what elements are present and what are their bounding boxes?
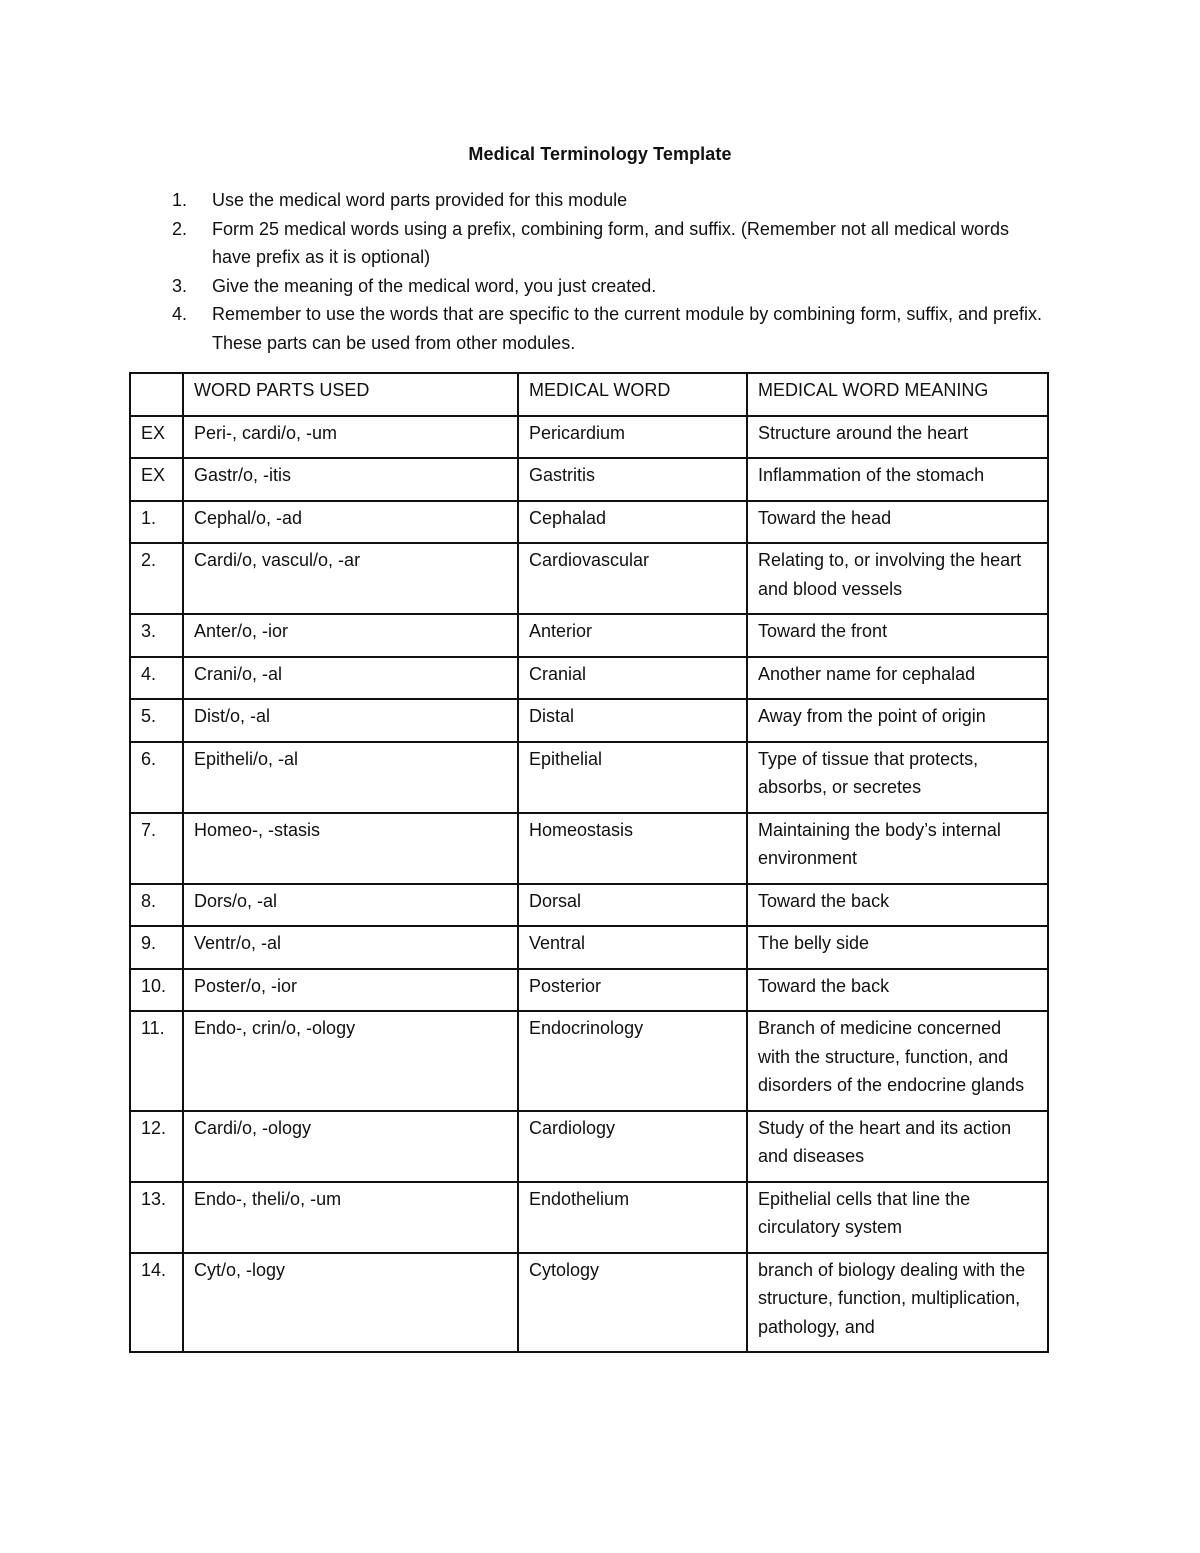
instruction-text: Give the meaning of the medical word, you just created. xyxy=(212,275,657,296)
cell-medical-word: Dorsal xyxy=(518,884,747,927)
cell-meaning: Toward the front xyxy=(747,614,1048,657)
header-word-parts: WORD PARTS USED xyxy=(183,373,518,416)
cell-word-parts: Cardi/o, vascul/o, -ar xyxy=(183,543,518,614)
cell-number: EX xyxy=(130,416,183,459)
cell-meaning: Away from the point of origin xyxy=(747,699,1048,742)
table-row xyxy=(130,1011,1048,1111)
cell-medical-word: Endothelium xyxy=(518,1182,747,1253)
cell-medical-word: Distal xyxy=(518,699,747,742)
instruction-item xyxy=(172,300,1052,357)
instruction-item xyxy=(172,215,1052,272)
cell-medical-word: Cranial xyxy=(518,657,747,700)
cell-medical-word: Gastritis xyxy=(518,458,747,501)
cell-medical-word: Posterior xyxy=(518,969,747,1012)
cell-word-parts: Cardi/o, -ology xyxy=(183,1111,518,1182)
cell-meaning: branch of biology dealing with the structure, function, multiplication, pathology, and xyxy=(747,1253,1048,1353)
table-row xyxy=(130,1111,1048,1182)
cell-word-parts: Crani/o, -al xyxy=(183,657,518,700)
instructions-list xyxy=(172,186,1052,357)
table-row xyxy=(130,742,1048,813)
instruction-number: 3. xyxy=(172,275,188,296)
cell-meaning: Toward the back xyxy=(747,884,1048,927)
cell-meaning: Relating to, or involving the heart and blood vessels xyxy=(747,543,1048,614)
cell-word-parts: Endo-, crin/o, -ology xyxy=(183,1011,518,1111)
cell-meaning: Branch of medicine concerned with the structure, function, and disorders of the endocrine glands xyxy=(747,1011,1048,1111)
cell-medical-word: Ventral xyxy=(518,926,747,969)
cell-medical-word: Epithelial xyxy=(518,742,747,813)
cell-word-parts: Cyt/o, -logy xyxy=(183,1253,518,1353)
cell-medical-word: Homeostasis xyxy=(518,813,747,884)
cell-word-parts: Homeo-, -stasis xyxy=(183,813,518,884)
cell-medical-word: Pericardium xyxy=(518,416,747,459)
cell-meaning: The belly side xyxy=(747,926,1048,969)
cell-word-parts: Cephal/o, -ad xyxy=(183,501,518,544)
cell-word-parts: Dors/o, -al xyxy=(183,884,518,927)
cell-medical-word: Cytology xyxy=(518,1253,747,1353)
cell-meaning: Inflammation of the stomach xyxy=(747,458,1048,501)
cell-number: 2. xyxy=(130,543,183,614)
instruction-item xyxy=(172,186,1052,215)
cell-word-parts: Epitheli/o, -al xyxy=(183,742,518,813)
table-header-row xyxy=(130,373,1048,416)
instruction-text: Form 25 medical words using a prefix, combining form, and suffix. (Remember not all medical words have prefix as it is optional) xyxy=(212,218,1009,267)
cell-medical-word: Cardiovascular xyxy=(518,543,747,614)
cell-meaning: Toward the head xyxy=(747,501,1048,544)
cell-number: 13. xyxy=(130,1182,183,1253)
table-row xyxy=(130,884,1048,927)
cell-number: 14. xyxy=(130,1253,183,1353)
cell-number: 9. xyxy=(130,926,183,969)
cell-meaning: Type of tissue that protects, absorbs, or secretes xyxy=(747,742,1048,813)
table-row xyxy=(130,1182,1048,1253)
instruction-number: 2. xyxy=(172,218,188,239)
cell-word-parts: Peri-, cardi/o, -um xyxy=(183,416,518,459)
cell-medical-word: Anterior xyxy=(518,614,747,657)
cell-word-parts: Dist/o, -al xyxy=(183,699,518,742)
table-row xyxy=(130,416,1048,459)
cell-number: 6. xyxy=(130,742,183,813)
cell-word-parts: Anter/o, -ior xyxy=(183,614,518,657)
cell-medical-word: Endocrinology xyxy=(518,1011,747,1111)
cell-medical-word: Cephalad xyxy=(518,501,747,544)
terminology-table xyxy=(129,372,1049,1353)
table-row xyxy=(130,458,1048,501)
table-row xyxy=(130,657,1048,700)
cell-meaning: Toward the back xyxy=(747,969,1048,1012)
table-row xyxy=(130,813,1048,884)
cell-meaning: Maintaining the body’s internal environment xyxy=(747,813,1048,884)
page-title: Medical Terminology Template xyxy=(468,144,732,164)
table-row xyxy=(130,926,1048,969)
cell-meaning: Epithelial cells that line the circulatory system xyxy=(747,1182,1048,1253)
cell-meaning: Another name for cephalad xyxy=(747,657,1048,700)
cell-word-parts: Ventr/o, -al xyxy=(183,926,518,969)
cell-number: 4. xyxy=(130,657,183,700)
cell-word-parts: Endo-, theli/o, -um xyxy=(183,1182,518,1253)
cell-word-parts: Poster/o, -ior xyxy=(183,969,518,1012)
cell-number: 1. xyxy=(130,501,183,544)
header-number xyxy=(130,373,183,416)
table-row xyxy=(130,969,1048,1012)
table-row xyxy=(130,543,1048,614)
table-body xyxy=(130,416,1048,1353)
cell-meaning: Study of the heart and its action and diseases xyxy=(747,1111,1048,1182)
cell-number: 7. xyxy=(130,813,183,884)
instruction-text: Use the medical word parts provided for this module xyxy=(212,190,628,210)
cell-word-parts: Gastr/o, -itis xyxy=(183,458,518,501)
cell-number: 11. xyxy=(130,1011,183,1111)
cell-number: 5. xyxy=(130,699,183,742)
instruction-number: 4. xyxy=(172,304,188,324)
table-row xyxy=(130,614,1048,657)
table-row xyxy=(130,501,1048,544)
cell-number: 12. xyxy=(130,1111,183,1182)
cell-number: 3. xyxy=(130,614,183,657)
header-medical-word: MEDICAL WORD xyxy=(518,373,747,416)
table-row xyxy=(130,699,1048,742)
cell-meaning: Structure around the heart xyxy=(747,416,1048,459)
cell-number: 10. xyxy=(130,969,183,1012)
cell-number: EX xyxy=(130,458,183,501)
header-meaning: MEDICAL WORD MEANING xyxy=(747,373,1048,416)
table-row xyxy=(130,1253,1048,1353)
instruction-text: Remember to use the words that are specific to the current module by combining form, suffix, and prefix. These parts can be used from other modules. xyxy=(212,304,1043,353)
instruction-number: 1. xyxy=(172,190,188,210)
cell-medical-word: Cardiology xyxy=(518,1111,747,1182)
instruction-item xyxy=(172,272,1052,301)
cell-number: 8. xyxy=(130,884,183,927)
